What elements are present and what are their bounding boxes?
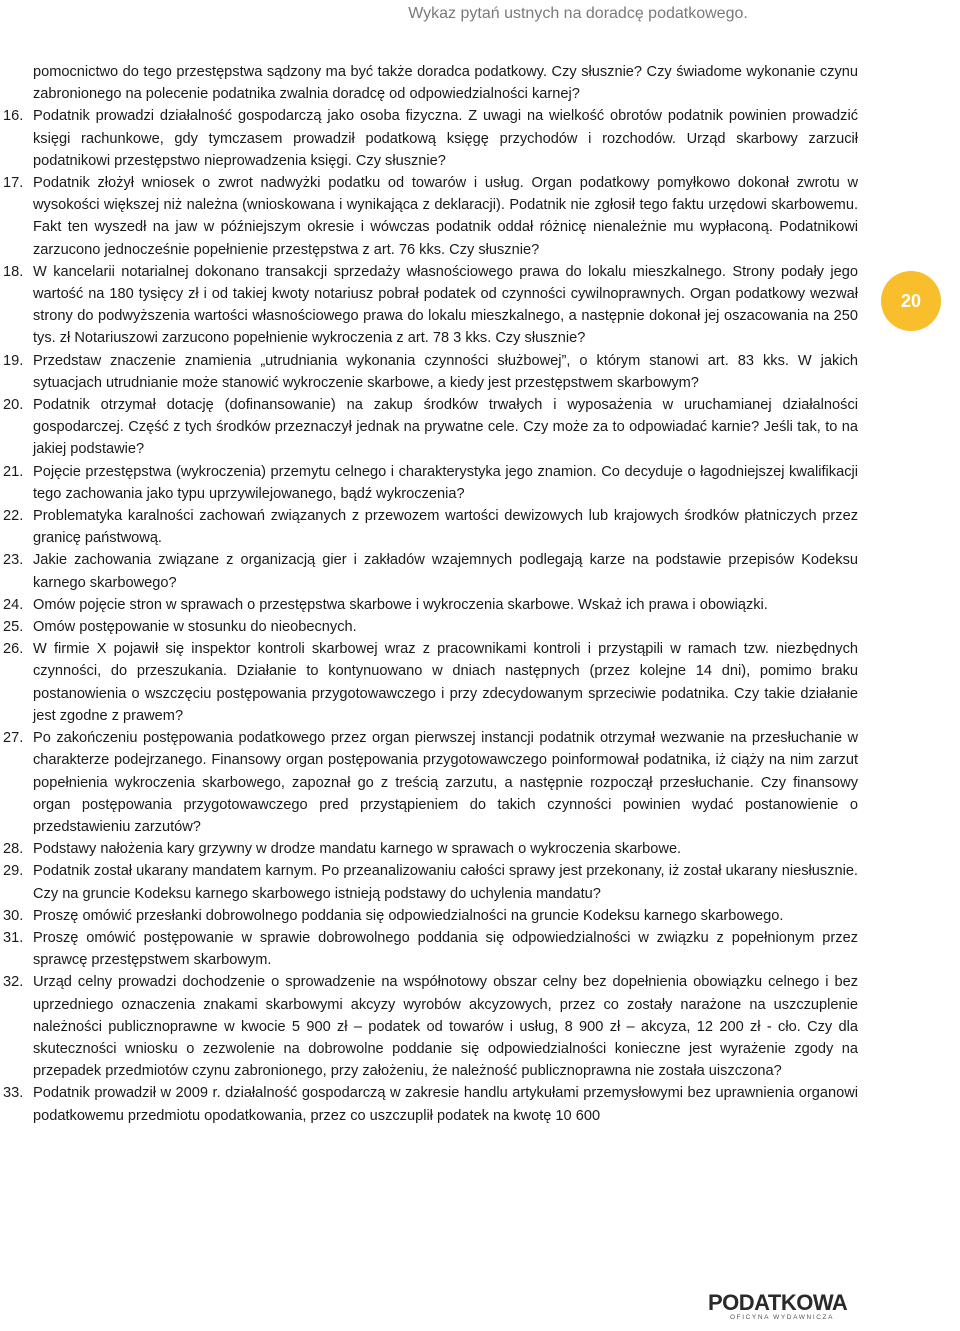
question-item [3, 727, 858, 838]
question-text: Proszę omówić postępowanie w sprawie dobrowolnego poddania się odpowiedzialności w związku z popełnionym przez sprawcę przestępstwem skarbowym. [33, 929, 858, 969]
question-text: W firmie X pojawił się inspektor kontroli skarbowej wraz z pracownikami kontroli i przystąpili w ramach tzw. niezbędnych czynności, do przeszukania. Działanie to kontynuowano w dniach następnych (przez kolejne 14 dni), pomimo braku postanowienia o wszczęciu postępowania przygotowawczego i przy zdecydowanym sprzeciwie podatnika. Czy takie działanie jest zgodne z prawem? [33, 641, 858, 724]
question-number: 25. [3, 619, 24, 636]
document-body [3, 61, 858, 1127]
question-number: 21. [3, 463, 24, 480]
question-item [3, 860, 858, 904]
question-number: 29. [3, 863, 24, 880]
question-number: 31. [3, 929, 24, 946]
intro-paragraph: pomocnictwo do tego przestępstwa sądzony ma być także doradca podatkowy. Czy słusznie? Czy świadome wykonanie czynu zabronionego na polecenie podatnika zwalnia doradcę od odpowiedzialności karnej? [33, 64, 858, 103]
question-text: Problematyka karalności zachowań związanych z przewozem wartości dewizowych lub krajowych środków płatniczych przez granicę państwową. [33, 508, 858, 547]
question-item [3, 172, 858, 261]
question-item [3, 105, 858, 172]
question-text: W kancelarii notarialnej dokonano transakcji sprzedaży własnościowego prawa do lokalu mieszkalnego. Strony podały jego wartość na 180 tysięcy zł i od takiej kwoty notariusz pobrał podatek od czynności cywilnoprawnych. Organ podatkowy wezwał strony do podwyższenia wartości własnościowego prawa do lokalu mieszkalnego, a następnie dokonał jej oszacowania na 250 tys. zł Notariuszowi zarzucono popełnienie wykroczenia z art. 78 3 kks. Czy słusznie? [33, 263, 858, 347]
question-text: Podatnik prowadzi działalność gospodarczą jako osoba fizyczna. Z uwagi na wielkość obrotów podatnik powinien prowadzić księgi rachunkowe, gdy tymczasem prowadził podatkową księgę przychodów i rozchodów. Urząd skarbowy zarzucił podatnikowi przestępstwo nieprowadzenia księgi. Czy słusznie? [33, 108, 858, 169]
question-text: Omów pojęcie stron w sprawach o przestępstwa skarbowe i wykroczenia skarbowe. Wskaż ich prawa i obowiązki. [33, 596, 768, 613]
question-item [3, 971, 858, 1082]
question-item [3, 261, 858, 350]
question-item [3, 838, 858, 860]
question-text: Podatnik otrzymał dotację (dofinansowanie) na zakup środków trwałych i wyposażenia w uruchamianej działalności gospodarczej. Część z tych środków przeznaczył jednak na prywatne cele. Czy może za to odpowiadać karnie? Jeśli tak, to na jakiej podstawie? [33, 397, 858, 458]
question-number: 30. [3, 907, 24, 924]
question-text: Urząd celny prowadzi dochodzenie o sprowadzenie na współnotowy obszar celny bez dopełnienia obowiązku celnego i bez uprzedniego oznaczenia znakami skarbowymi akcyzy wyrobów akcyzowych, przez co zostały narażone na uszczuplenie należności publicznoprawne w kwocie 5 900 zł – podatek od towarów i usług, 8 900 zł – akcyza, 12 200 zł - cło. Czy dla skuteczności wniosku o zezwolenie na dobrowolne poddanie się odpowiedzialności konieczne jest wyrażenie zgody na przepadek przedmiotów czynu zabronionego, przy założeniu, że należność publicznoprawna nie została uiszczona? [33, 974, 858, 1080]
logo-subtitle: OFICYNA WYDAWNICZA [730, 1314, 835, 1321]
page-header-title: Wykaz pytań ustnych na doradcę podatkowego. [408, 5, 748, 22]
question-item [3, 638, 858, 727]
question-text: Podstawy nałożenia kary grzywny w drodze mandatu karnego w sprawach o wykroczenia skarbowe. [33, 841, 682, 858]
question-item [3, 461, 858, 505]
question-text: Omów postępowanie w stosunku do nieobecnych. [33, 619, 357, 636]
question-text: Pojęcie przestępstwa (wykroczenia) przemytu celnego i charakterystyka jego znamion. Co decyduje o łagodniejszej kwalifikacji tego zachowania jako typu uprzywilejowanego, bądź wykroczenia? [33, 463, 858, 502]
question-text: Jakie zachowania związane z organizacją gier i zakładów wzajemnych podlegają karze na podstawie przepisów Kodeksu karnego skarbowego? [33, 552, 858, 591]
question-item [3, 616, 858, 638]
question-number: 18. [3, 263, 24, 280]
question-number: 24. [3, 596, 24, 613]
question-item [3, 927, 858, 971]
question-item [3, 505, 858, 549]
question-item [3, 1082, 858, 1126]
page-number-badge: 20 [881, 271, 941, 331]
question-text: Podatnik został ukarany mandatem karnym. Po przeanalizowaniu całości sprawy jest przekonany, iż został ukarany niesłusznie. Czy na gruncie Kodeksu karnego skarbowego istnieją podstawy do uchylenia mandatu? [33, 863, 858, 902]
question-item [3, 905, 858, 927]
publisher-logo [708, 1291, 860, 1327]
question-number: 19. [3, 352, 24, 369]
question-item [3, 594, 858, 616]
question-text: Po zakończeniu postępowania podatkowego przez organ pierwszej instancji podatnik otrzymał wezwanie na przesłuchanie w charakterze podejrzanego. Finansowy organ postępowania przygotowawczego poinformował podatnika, iż ciąży na nim zarzut popełnienia wykroczenia skarbowego, zapoznał go z treścią zarzutu, a następnie rozpoczął przesłuchanie. Czy finansowy organ postępowania przygotowawczego pred przystąpieniem do takich czynności powinien wydać postanowienie o przedstawieniu zarzutów? [33, 730, 858, 835]
question-number: 32. [3, 974, 24, 991]
question-number: 23. [3, 552, 24, 569]
question-number: 33. [3, 1085, 24, 1102]
question-number: 27. [3, 730, 24, 747]
question-text: Proszę omówić przesłanki dobrowolnego poddania się odpowiedzialności na gruncie Kodeksu karnego skarbowego. [33, 907, 784, 924]
question-item [3, 350, 858, 394]
question-number: 20. [3, 397, 24, 414]
question-number: 26. [3, 641, 24, 658]
question-text: Podatnik prowadził w 2009 r. działalność gospodarczą w zakresie handlu artykułami przemysłowymi bez uprawnienia organowi podatkowemu przedmiotu opodatkowania, przez co uszczuplił podatek na kwotę 10 600 [33, 1085, 858, 1124]
question-number: 16. [3, 108, 24, 125]
question-number: 17. [3, 175, 24, 192]
question-text: Podatnik złożył wniosek o zwrot nadwyżki podatku od towarów i usług. Organ podatkowy pomyłkowo dokonał zwrotu w wysokości większej niż należna (wnioskowana i wynikająca z deklaracji). Podatnik nie zgłosił tego faktu urzędowi skarbowemu. Fakt ten wyszedł na jaw w późniejszym okresie i wówczas podatnik oddał różnicę nienależnie mu wypłaconą. Podatnikowi zarzucono jednocześnie popełnienie przestępstwa z art. 76 kks. Czy słusznie? [33, 175, 858, 258]
question-item [3, 549, 858, 593]
logo-wordmark: PODATKOWA [708, 1290, 848, 1315]
question-item [3, 394, 858, 461]
question-text: Przedstaw znaczenie znamienia „utrudniania wykonania czynności służbowej”, o którym stanowi art. 83 kks. W jakich sytuacjach utrudnianie może stanowić wykroczenie skarbowe, a kiedy jest przestępstwem skarbowym? [33, 352, 858, 391]
question-list [3, 105, 858, 1126]
question-number: 28. [3, 841, 24, 858]
question-number: 22. [3, 508, 24, 525]
